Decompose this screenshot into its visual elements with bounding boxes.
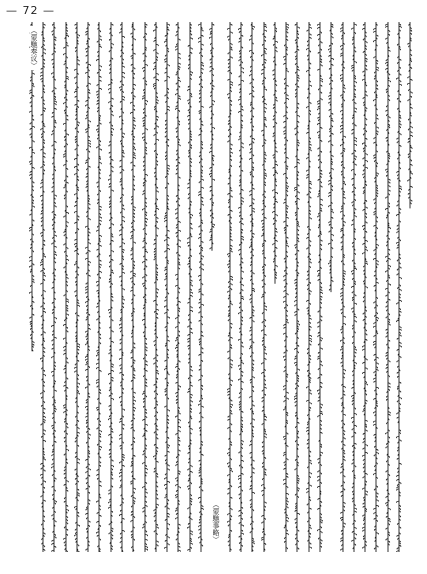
mongolian-text-line [62,22,70,552]
chinese-note-right: （蒙馳事略） [212,501,220,543]
mongolian-text-line [73,22,81,552]
mongolian-text-line [361,22,369,552]
mongolian-text-line [186,22,194,552]
mongolian-text-line [50,22,58,552]
mongolian-text-line [141,22,149,552]
mongolian-text-line [316,22,324,552]
mongolian-text-line [84,22,92,552]
mongolian-text-line [248,22,256,552]
mongolian-text-line [226,22,234,552]
mongolian-text-line [327,22,335,552]
mongolian-text-line [293,22,301,552]
mongolian-text-line [384,22,392,552]
mongolian-text-line [305,22,313,552]
mongolian-text-line [237,22,245,552]
mongolian-text-line [339,22,347,552]
mongolian-text-line [282,22,290,552]
mongolian-text-line [28,22,36,552]
mongolian-text-line [129,22,137,552]
mongolian-text-line [260,22,268,552]
mongolian-text-line [39,22,47,552]
mongolian-text-line [208,22,216,552]
mongolian-text-line [372,22,380,552]
mongolian-text-line [406,22,414,552]
page-number: — 72 — [6,4,55,17]
mongolian-text-line [271,22,279,552]
mongolian-text-line [152,22,160,552]
mongolian-text-block-left [26,22,218,552]
mongolian-text-block-right [224,22,416,552]
mongolian-text-line [395,22,403,552]
mongolian-text-line [174,22,182,552]
mongolian-text-line [107,22,115,552]
mongolian-text-line [95,22,103,552]
mongolian-text-line [163,22,171,552]
mongolian-text-line [350,22,358,552]
mongolian-text-line [197,22,205,552]
mongolian-text-line [118,22,126,552]
chinese-note-left: （蒙馳奏议） [30,27,38,69]
